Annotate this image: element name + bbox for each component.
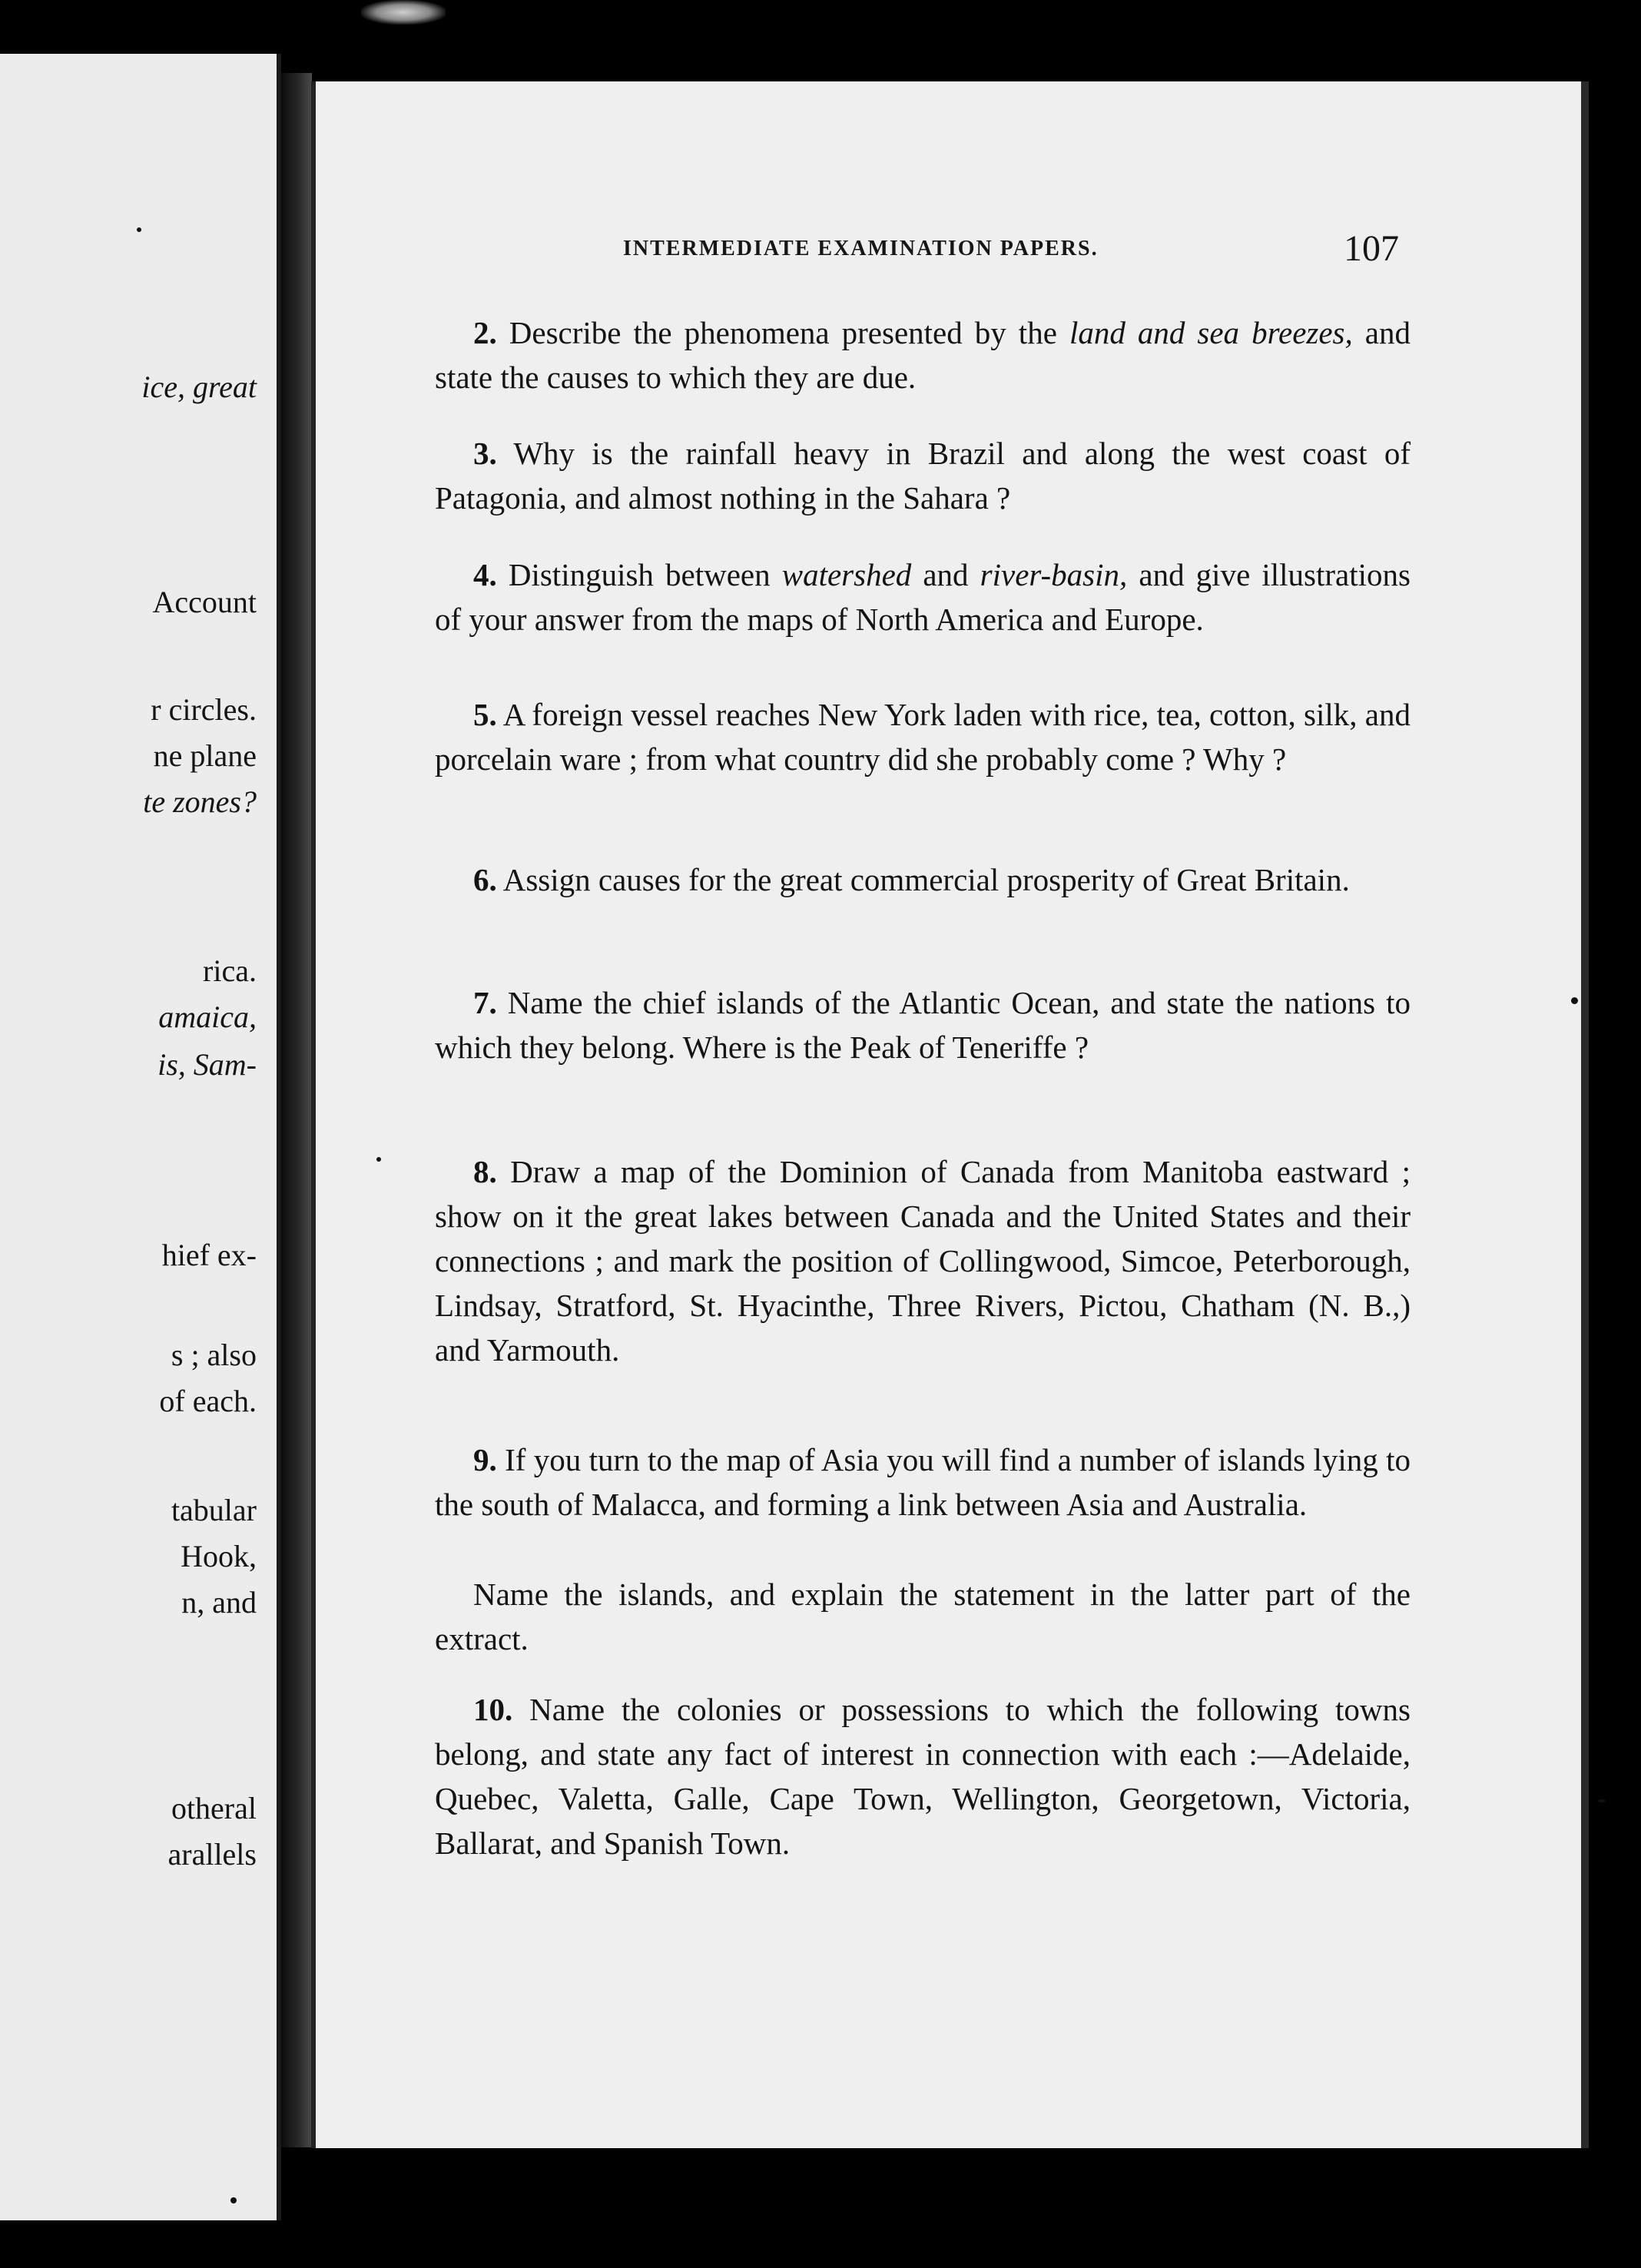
speck <box>1598 1799 1606 1802</box>
question-number: 3. <box>473 436 497 471</box>
speck <box>1571 997 1578 1004</box>
question-text: If you turn to the map of Asia you will find a number of islands lying to the south of Malacca, and forming a link between Asia and Australia. <box>435 1442 1411 1522</box>
question-text: Name the colonies or possessions to which the following towns belong, and state any fact of interest in connection with each :—Adelaide, Quebec, Valetta, Galle, Cape Town, Wellington, Georgetown, Victoria, Ballarat, and Spanish Town. <box>435 1692 1411 1861</box>
question-number: 7. <box>473 985 497 1020</box>
question-9 <box>435 1437 1411 1527</box>
italic-term: river-basin, <box>980 557 1128 592</box>
question-text: and state the causes to which they are due. <box>435 315 1411 395</box>
left-page-fragment: amaica, <box>158 1000 257 1034</box>
question-4 <box>435 552 1411 642</box>
italic-term: watershed <box>781 557 912 592</box>
question-text: and give illustrations of your answer from the maps of North America and Europe. <box>435 557 1411 637</box>
left-page-fragment: rica. <box>203 953 257 988</box>
italic-term: land and sea breezes, <box>1069 315 1353 350</box>
left-page-fragment: s ; also <box>171 1338 257 1372</box>
left-page-fragment: of each. <box>159 1384 257 1418</box>
question-5 <box>435 692 1411 781</box>
question-10 <box>435 1687 1411 1865</box>
left-page-fragment: r circles. <box>151 692 257 727</box>
speck <box>137 227 141 232</box>
left-page-fragment: Account <box>152 585 257 619</box>
running-head: INTERMEDIATE EXAMINATION PAPERS. <box>623 237 1099 260</box>
question-6 <box>435 857 1411 902</box>
question-number: 4. <box>473 557 497 592</box>
question-number: 6. <box>473 862 497 897</box>
left-page-fragment: is, Sam- <box>157 1047 257 1082</box>
right-page <box>311 81 1589 2148</box>
page-number: 107 <box>1344 228 1399 269</box>
question-text: Draw a map of the Dominion of Canada from Manitoba eastward ; show on it the great lakes between Canada and the United States and their connections ; and mark the position of Collingwood, Simcoe, Peterborough, Lindsay, Stratford, St. Hyacinthe, Three Rivers, Pictou, Chatham (N. B.,) and Yarmouth. <box>435 1154 1411 1368</box>
book-gutter <box>281 73 312 2147</box>
left-page-fragment: te zones? <box>143 784 257 819</box>
left-page-fragment: n, and <box>181 1585 257 1620</box>
question-8 <box>435 1149 1411 1372</box>
question-number: 9. <box>473 1442 497 1477</box>
question-3 <box>435 431 1411 520</box>
speck <box>376 1157 381 1162</box>
left-page-fragment: Hook, <box>181 1539 257 1573</box>
question-text: Describe the phenomena presented by the <box>496 315 1069 350</box>
left-page-fragment: otheral <box>171 1791 257 1825</box>
question-text: Distinguish between <box>496 557 782 592</box>
question-text: Assign causes for the great commercial prosperity of Great Britain. <box>496 862 1350 897</box>
left-page-fragment: tabular <box>171 1493 257 1527</box>
question-text: Name the islands, and explain the statement in the latter part of the extract. <box>435 1577 1411 1656</box>
left-page-fragment: hief ex- <box>161 1238 257 1272</box>
question-number: 2. <box>473 315 497 350</box>
question-text: and <box>911 557 980 592</box>
question-text: Why is the rainfall heavy in Brazil and along the west coast of Patagonia, and almost nothing in the Sahara ? <box>435 436 1411 516</box>
question-text: Name the chief islands of the Atlantic Ocean, and state the nations to which they belong. Where is the Peak of Teneriffe ? <box>435 985 1411 1065</box>
question-number: 5. <box>473 697 497 732</box>
left-page-edge <box>0 54 281 2220</box>
speck <box>230 2197 237 2203</box>
left-page-fragment: ice, great <box>141 370 257 404</box>
question-9-continuation <box>435 1572 1411 1661</box>
left-page-fragment: arallels <box>167 1837 257 1872</box>
question-2 <box>435 310 1411 400</box>
left-page-fragment: ne plane <box>153 738 257 773</box>
scan-smudge <box>361 0 446 25</box>
question-7 <box>435 980 1411 1069</box>
question-text: A foreign vessel reaches New York laden with rice, tea, cotton, silk, and porcelain ware ; from what country did she probably come ? Why ? <box>435 697 1411 777</box>
question-number: 10. <box>473 1692 513 1727</box>
question-number: 8. <box>473 1154 497 1189</box>
